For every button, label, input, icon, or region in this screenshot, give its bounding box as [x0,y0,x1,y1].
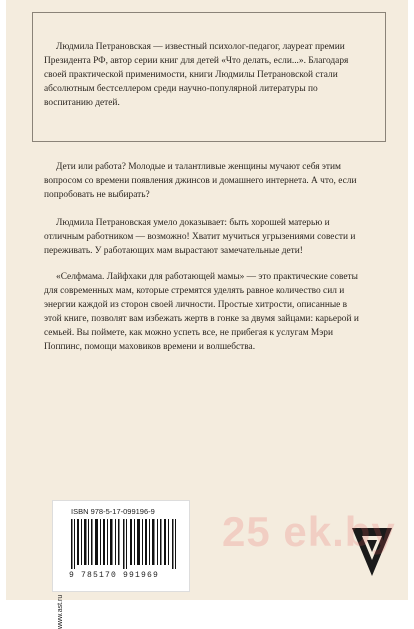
book-back-cover [6,0,408,629]
isbn: ISBN 978-5-17-099196-9 [71,507,155,516]
publisher-site: www.ast.ru [57,594,64,629]
barcode-number: 9 785170 991969 [69,571,160,580]
author-bio: Людмила Петрановская — известный психолог-педагог, лауреат премии Президента РФ, автор серии книг для детей «Что делать, если...». Благодаря своей практической применимости, книги Людмилы Петрановской стали абсолютным бестселлером среди научно-популярной литературы по воспитанию детей. [44,42,349,108]
blurb-paragraph-2: Людмила Петрановская умело доказывает: быть хорошей матерью и отличным работником — возможно! Хватит мучиться угрызениями совести и переживать. У работающих мам вырастают замечательные дети! [44,218,356,256]
barcode-block [52,500,190,629]
watermark: 25 ek.by [222,508,396,555]
barcode-bars [71,519,179,569]
blurb-paragraph-3: «Селфмама. Лайфхаки для работающей мамы» — это практические советы для современных мам, которые стремятся уделять равное количество сил и энергии каждой из сторон своей личности. Простые хитрости, описанные в этой книге, позволят вам избежать жертв в гонке за двумя зайцами: карьерой и семьей. Вы поймете, как можно успеть все, не прибегая к услугам Мэри Поппинс, помощи маховиков времени и волшебства. [44,272,359,352]
blurb-paragraph-1: Дети или работа? Молодые и талантливые женщины мучают себя этим вопросом со времени появления джинсов и домашнего интернета. А что, если попробовать не выбирать? [44,162,357,200]
